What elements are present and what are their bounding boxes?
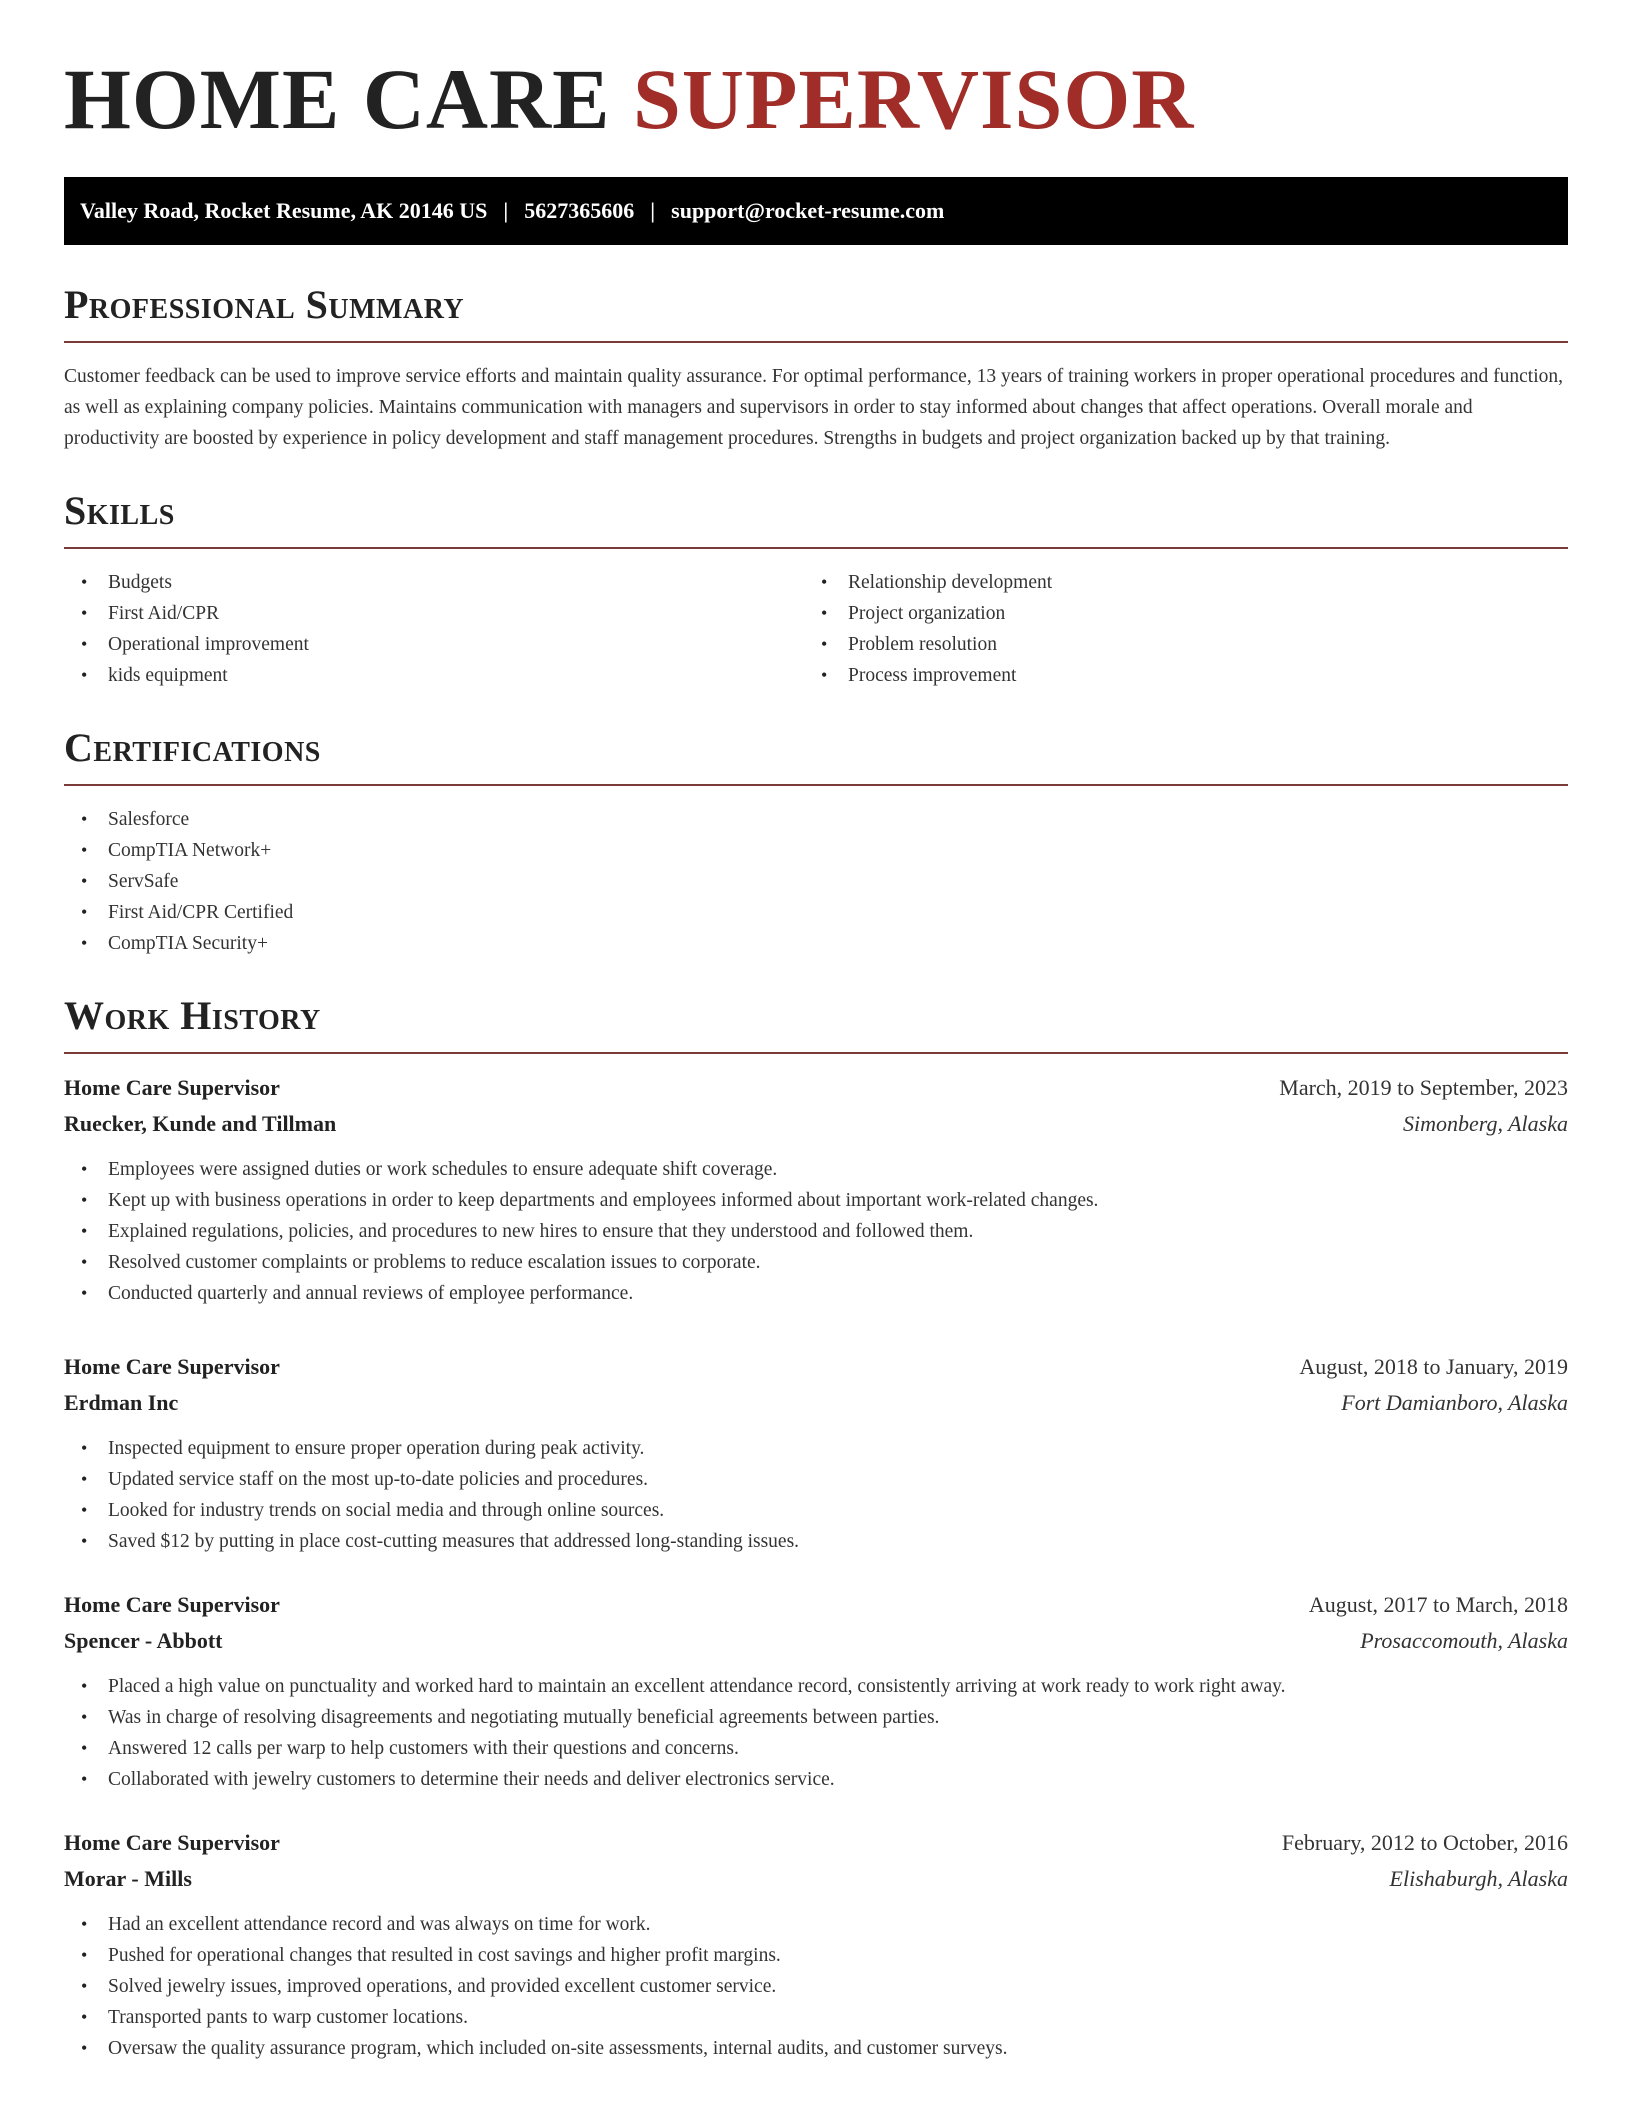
contact-email: support@rocket-resume.com — [671, 198, 945, 223]
contact-bar — [64, 177, 1568, 245]
contact-separator: | — [503, 198, 509, 223]
job-bullet: • Solved jewelry issues, improved operations, and provided excellent customer service. — [64, 1971, 1568, 2002]
job-bullet: • Was in charge of resolving disagreements and negotiating mutually beneficial agreements between parties. — [64, 1702, 1568, 1733]
skill-item: • Process improvement — [804, 660, 1544, 691]
job-company: Morar - Mills — [64, 1866, 192, 1891]
section-title-certifications: Certifications — [64, 725, 321, 770]
certification-item: • First Aid/CPR Certified — [64, 897, 1568, 928]
section-divider — [64, 341, 1568, 343]
resume-name — [64, 0, 1568, 147]
job-company-row — [64, 1861, 1568, 1897]
job-bullet: • Placed a high value on punctuality and worked hard to maintain an excellent attendance record, consistently arriving at work ready to work right away. — [64, 1671, 1568, 1702]
job-header-row — [64, 1349, 1568, 1385]
job-title: Home Care Supervisor — [64, 1354, 280, 1379]
skill-item: • kids equipment — [64, 660, 804, 691]
skill-item: • Operational improvement — [64, 629, 804, 660]
job-title: Home Care Supervisor — [64, 1830, 280, 1855]
section-divider — [64, 1052, 1568, 1054]
job-location: Elishaburgh, Alaska — [1389, 1866, 1568, 1891]
summary-text: Customer feedback can be used to improve service efforts and maintain quality assurance. For optimal performance, 13 years of training workers in proper operational procedures and function, as well as explaining company policies. Maintains communication with managers and supervisors in order to stay informed about changes that affect operations. Overall morale and productivity are boosted by experience in policy development and staff management procedures. Strengths in budgets and project organization backed up by that training. — [64, 366, 1564, 449]
job-bullet: • Updated service staff on the most up-to-date policies and procedures. — [64, 1464, 1568, 1495]
job-header-row — [64, 1587, 1568, 1623]
certifications-list — [64, 804, 1568, 959]
skill-item: • Project organization — [804, 598, 1544, 629]
job-bullet: • Had an excellent attendance record and was always on time for work. — [64, 1909, 1568, 1940]
job-bullet: • Transported pants to warp customer locations. — [64, 2002, 1568, 2033]
section-title-work-history: Work History — [64, 993, 321, 1038]
contact-address: Valley Road, Rocket Resume, AK 20146 US — [80, 198, 488, 223]
job-bullet: • Saved $12 by putting in place cost-cutting measures that addressed long-standing issues. — [64, 1526, 1568, 1557]
section-divider — [64, 784, 1568, 786]
job-company: Ruecker, Kunde and Tillman — [64, 1111, 337, 1136]
job-location: Prosaccomouth, Alaska — [1360, 1628, 1568, 1653]
job-bullets — [64, 1671, 1568, 1795]
job-company-row — [64, 1623, 1568, 1659]
name-accent: SUPERVISOR — [633, 51, 1195, 147]
skills-grid — [64, 567, 1568, 691]
job-bullet: • Explained regulations, policies, and procedures to new hires to ensure that they understood and followed them. — [64, 1216, 1568, 1247]
job-bullets — [64, 1909, 1568, 2064]
job-bullet: • Looked for industry trends on social media and through online sources. — [64, 1495, 1568, 1526]
job-dates: August, 2017 to March, 2018 — [1308, 1592, 1568, 1617]
skill-item: • Budgets — [64, 567, 804, 598]
job-bullet: • Employees were assigned duties or work schedules to ensure adequate shift coverage. — [64, 1154, 1568, 1185]
job-dates: February, 2012 to October, 2016 — [1281, 1830, 1568, 1855]
section-divider — [64, 547, 1568, 549]
section-title-summary: Professional Summary — [64, 282, 465, 327]
job-bullet: • Pushed for operational changes that resulted in cost savings and higher profit margins. — [64, 1940, 1568, 1971]
skill-item: • Problem resolution — [804, 629, 1544, 660]
certification-item: • CompTIA Network+ — [64, 835, 1568, 866]
job-bullet: • Kept up with business operations in order to keep departments and employees informed about important work-related changes. — [64, 1185, 1568, 1216]
skill-item: • Relationship development — [804, 567, 1544, 598]
skills-section — [64, 488, 1568, 691]
certification-item: • ServSafe — [64, 866, 1568, 897]
job-bullet: • Answered 12 calls per warp to help customers with their questions and concerns. — [64, 1733, 1568, 1764]
section-title-skills: Skills — [64, 488, 175, 533]
skills-list-left — [64, 567, 804, 691]
job-title: Home Care Supervisor — [64, 1592, 280, 1617]
certification-item: • CompTIA Security+ — [64, 928, 1568, 959]
job-dates: August, 2018 to January, 2019 — [1299, 1354, 1568, 1379]
name-first: HOME CARE — [64, 51, 633, 147]
job-bullet: • Conducted quarterly and annual reviews of employee performance. — [64, 1278, 1568, 1309]
job-company: Erdman Inc — [64, 1390, 179, 1415]
job-bullet: • Collaborated with jewelry customers to determine their needs and deliver electronics service. — [64, 1764, 1568, 1795]
job-entry — [64, 1349, 1568, 1557]
certification-item: • Salesforce — [64, 804, 1568, 835]
job-header-row — [64, 1070, 1568, 1106]
job-location: Fort Damianboro, Alaska — [1341, 1390, 1568, 1415]
skills-list-right — [804, 567, 1544, 691]
job-company-row — [64, 1106, 1568, 1142]
job-bullet: • Resolved customer complaints or problems to reduce escalation issues to corporate. — [64, 1247, 1568, 1278]
contact-separator: | — [650, 198, 656, 223]
work-history-section — [64, 993, 1568, 2064]
job-entry — [64, 1070, 1568, 1309]
job-bullet: • Oversaw the quality assurance program, which included on-site assessments, internal audits, and customer surveys. — [64, 2033, 1568, 2064]
skill-item: • First Aid/CPR — [64, 598, 804, 629]
job-company-row — [64, 1385, 1568, 1421]
job-header-row — [64, 1825, 1568, 1861]
job-location: Simonberg, Alaska — [1403, 1111, 1568, 1136]
job-entry — [64, 1825, 1568, 2064]
job-bullets — [64, 1433, 1568, 1557]
job-company: Spencer - Abbott — [64, 1628, 223, 1653]
job-bullet: • Inspected equipment to ensure proper operation during peak activity. — [64, 1433, 1568, 1464]
contact-phone: 5627365606 — [524, 198, 635, 223]
job-title: Home Care Supervisor — [64, 1075, 280, 1100]
summary-section — [64, 282, 1568, 454]
job-bullets — [64, 1154, 1568, 1309]
job-dates: March, 2019 to September, 2023 — [1279, 1075, 1568, 1100]
job-entry — [64, 1587, 1568, 1795]
certifications-section — [64, 725, 1568, 959]
